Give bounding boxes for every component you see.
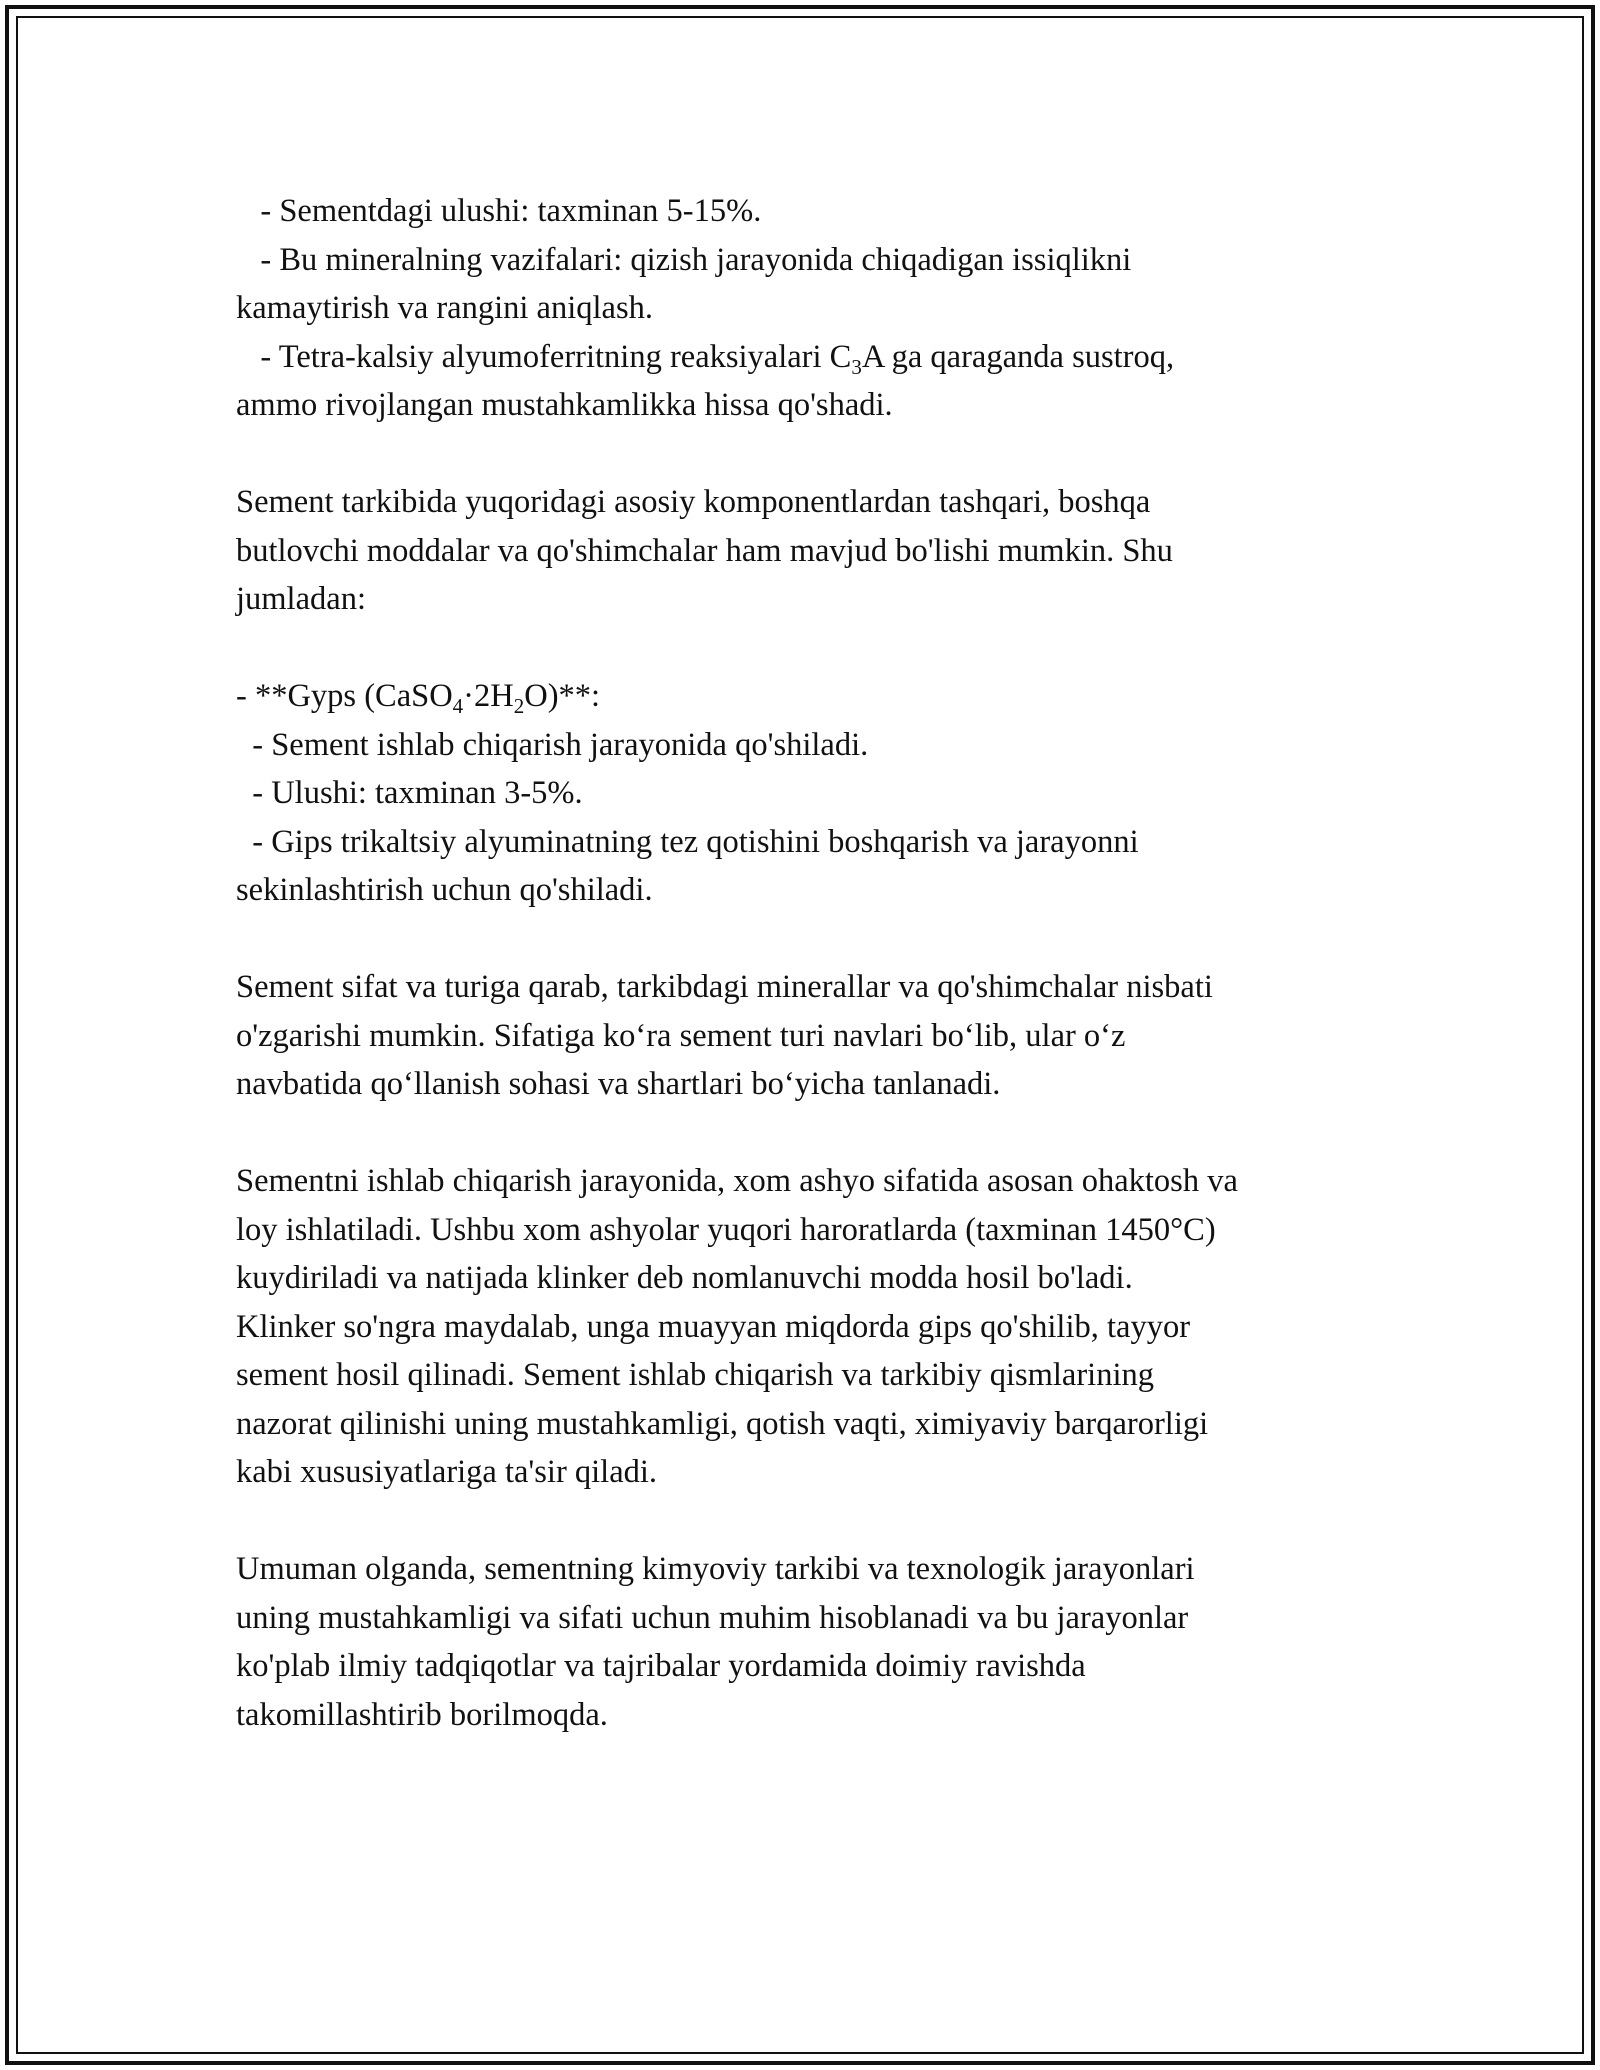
- text-line: o'zgarishi mumkin. Sifatiga ko‘ra sement turi navlari bo‘lib, ular o‘z: [236, 1017, 1126, 1054]
- text-line: - Sementdagi ulushi: taxminan 5-15%.: [236, 193, 762, 229]
- document-body: [236, 187, 1396, 1739]
- text-line: loy ishlatiladi. Ushbu xom ashyolar yuqori haroratlarda (taxminan 1450°C): [236, 1211, 1216, 1248]
- text-fragment: ·2H: [463, 678, 514, 714]
- text-line: Sementni ishlab chiqarish jarayonida, xom ashyo sifatida asosan ohaktosh va: [236, 1163, 1238, 1199]
- text-line: - Bu mineralning vazifalari: qizish jarayonida chiqadigan issiqlikni: [236, 241, 1132, 278]
- text-line: jumladan:: [236, 581, 366, 617]
- paragraph-cement-types: [236, 963, 1396, 1109]
- text-line: kabi xususiyatlariga ta'sir qiladi.: [236, 1454, 658, 1490]
- paragraph-gap: [236, 1497, 1396, 1546]
- paragraph-gypsum: [236, 672, 1396, 915]
- text-line: takomillashtirib borilmoqda.: [236, 1696, 608, 1733]
- text-line: kuydiriladi va natijada klinker deb nomlanuvchi modda hosil bo'ladi.: [236, 1260, 1133, 1296]
- paragraph-gap: [236, 915, 1396, 964]
- text-line: butlovchi moddalar va qo'shimchalar ham mavjud bo'lishi mumkin. Shu: [236, 532, 1173, 569]
- text-line: Umuman olganda, sementning kimyoviy tarkibi va texnologik jarayonlari: [236, 1551, 1195, 1587]
- text-fragment: - Tetra-kalsiy alyumoferritning reaksiyalari C: [236, 338, 852, 375]
- text-line: sement hosil qilinadi. Sement ishlab chiqarish va tarkibiy qismlarining: [236, 1357, 1154, 1393]
- text-line: - Ulushi: taxminan 3-5%.: [236, 775, 583, 811]
- text-line: kamaytirish va rangini aniqlash.: [236, 290, 653, 326]
- text-line: Sement sifat va turiga qarab, tarkibdagi minerallar va qo'shimchalar nisbati: [236, 969, 1213, 1005]
- text-line: sekinlashtirish uchun qo'shiladi.: [236, 872, 653, 908]
- paragraph-gap: [236, 1109, 1396, 1158]
- paragraph-conclusion: [236, 1545, 1396, 1739]
- text-line: Klinker so'ngra maydalab, unga muayyan miqdorda gips qo'shilib, tayyor: [236, 1308, 1191, 1345]
- paragraph-production-process: [236, 1157, 1396, 1497]
- text-fragment: A ga qaraganda sustroq,: [861, 338, 1175, 375]
- paragraph-mineral-properties: [236, 187, 1396, 430]
- text-line: Sement tarkibida yuqoridagi asosiy komponentlardan tashqari, boshqa: [236, 484, 1151, 520]
- gypsum-heading: [236, 672, 1396, 721]
- paragraph-gap: [236, 430, 1396, 479]
- text-line: ko'plab ilmiy tadqiqotlar va tajribalar yordamida doimiy ravishda: [236, 1648, 1086, 1684]
- text-line: ammo rivojlangan mustahkamlikka hissa qo'shadi.: [236, 387, 893, 423]
- subscript: 3: [851, 354, 862, 379]
- text-line: [236, 333, 1396, 382]
- text-line: uning mustahkamligi va sifati uchun muhim hisoblanadi va bu jarayonlar: [236, 1599, 1189, 1636]
- text-fragment: O)**:: [524, 678, 601, 714]
- paragraph-additional-components: [236, 478, 1396, 624]
- text-line: - Sement ishlab chiqarish jarayonida qo'shiladi.: [236, 726, 869, 763]
- subscript: 2: [513, 694, 525, 718]
- subscript: 4: [452, 694, 464, 718]
- paragraph-gap: [236, 624, 1396, 673]
- text-line: - Gips trikaltsiy alyuminatning tez qotishini boshqarish va jarayonni: [236, 823, 1139, 860]
- text-line: nazorat qilinishi uning mustahkamligi, qotish vaqti, ximiyaviy barqarorligi: [236, 1405, 1209, 1442]
- text-fragment: - **Gyps (CaSO: [236, 678, 453, 714]
- text-line: navbatida qo‘llanish sohasi va shartlari bo‘yicha tanlanadi.: [236, 1066, 1001, 1102]
